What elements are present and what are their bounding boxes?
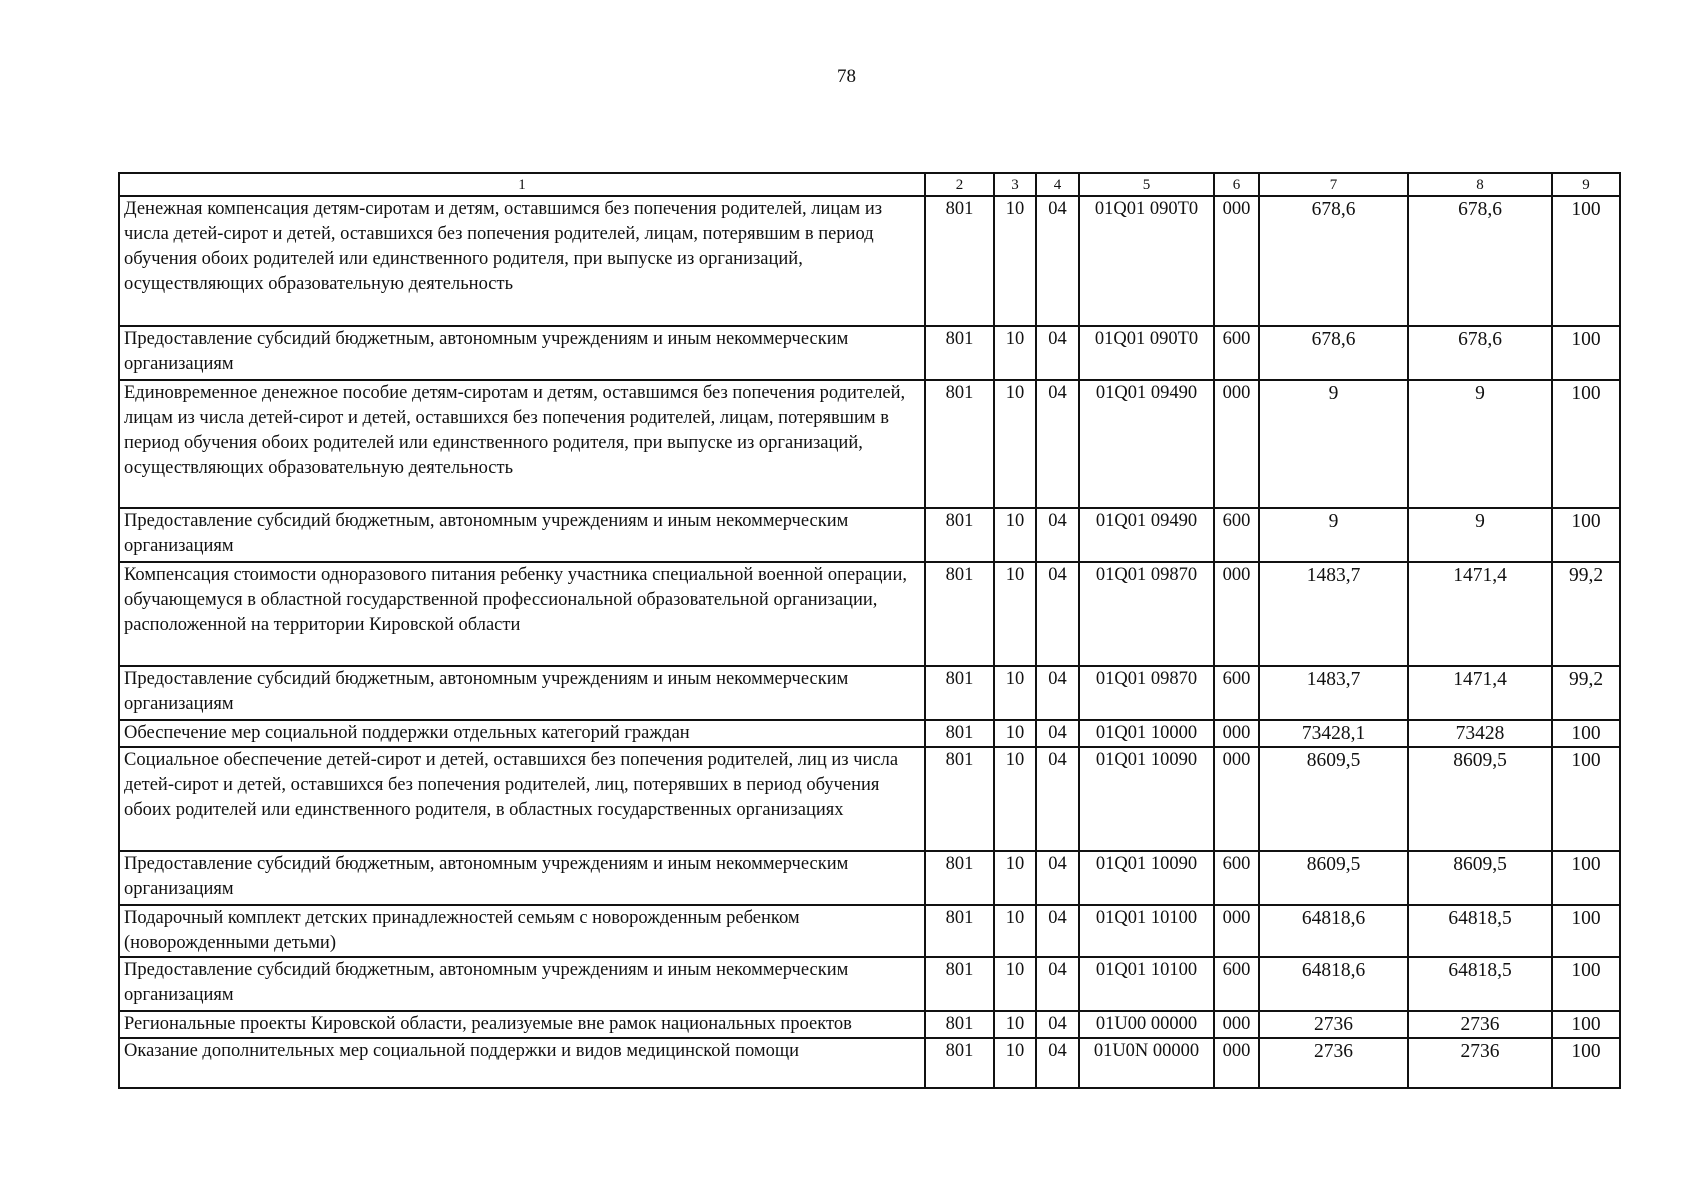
- budget-table: [118, 172, 1621, 1089]
- cell-target-article: 01Q01 09490: [1079, 380, 1214, 508]
- cell-percent: 100: [1552, 1038, 1620, 1088]
- cell-percent: 100: [1552, 196, 1620, 326]
- cell-section-code: 10: [994, 562, 1036, 666]
- column-header: 1: [119, 173, 925, 196]
- cell-value-8: 1471,4: [1408, 666, 1552, 720]
- cell-subsection-code: 04: [1036, 326, 1079, 380]
- cell-subsection-code: 04: [1036, 720, 1079, 747]
- row-name: Оказание дополнительных мер социальной поддержки и видов медицинской помощи: [119, 1038, 925, 1088]
- cell-value-8: 2736: [1408, 1011, 1552, 1038]
- cell-ministry-code: 801: [925, 747, 994, 851]
- cell-ministry-code: 801: [925, 720, 994, 747]
- row-name: Подарочный комплект детских принадлежностей семьям с новорожденным ребенком (новорожденными детьми): [119, 905, 925, 957]
- cell-expense-type: 000: [1214, 1011, 1259, 1038]
- cell-value-8: 2736: [1408, 1038, 1552, 1088]
- cell-subsection-code: 04: [1036, 508, 1079, 562]
- cell-ministry-code: 801: [925, 380, 994, 508]
- table-row: [119, 905, 1620, 957]
- cell-section-code: 10: [994, 747, 1036, 851]
- row-name: Обеспечение мер социальной поддержки отдельных категорий граждан: [119, 720, 925, 747]
- cell-expense-type: 000: [1214, 1038, 1259, 1088]
- cell-subsection-code: 04: [1036, 562, 1079, 666]
- cell-target-article: 01Q01 09870: [1079, 666, 1214, 720]
- cell-value-8: 64818,5: [1408, 957, 1552, 1011]
- cell-target-article: 01U0N 00000: [1079, 1038, 1214, 1088]
- cell-ministry-code: 801: [925, 666, 994, 720]
- cell-percent: 100: [1552, 905, 1620, 957]
- table-row: [119, 720, 1620, 747]
- cell-value-7: 64818,6: [1259, 957, 1408, 1011]
- cell-value-7: 1483,7: [1259, 562, 1408, 666]
- cell-subsection-code: 04: [1036, 196, 1079, 326]
- cell-ministry-code: 801: [925, 326, 994, 380]
- cell-percent: 100: [1552, 720, 1620, 747]
- cell-percent: 100: [1552, 508, 1620, 562]
- cell-value-7: 2736: [1259, 1038, 1408, 1088]
- cell-value-7: 8609,5: [1259, 851, 1408, 905]
- cell-value-8: 1471,4: [1408, 562, 1552, 666]
- cell-expense-type: 000: [1214, 380, 1259, 508]
- table-row: [119, 851, 1620, 905]
- cell-percent: 99,2: [1552, 562, 1620, 666]
- row-name: Единовременное денежное пособие детям-сиротам и детям, оставшимся без попечения родителей, лицам из числа детей-сирот и детей, оставшихся без попечения родителей, лицам, потерявшим в период обучения обоих родителей или единственного родителя, при выпуске из организаций, осуществляющих образовательную деятельность: [119, 380, 925, 508]
- cell-target-article: 01Q01 10090: [1079, 851, 1214, 905]
- column-header: 2: [925, 173, 994, 196]
- cell-section-code: 10: [994, 1011, 1036, 1038]
- cell-value-7: 8609,5: [1259, 747, 1408, 851]
- table-row: [119, 508, 1620, 562]
- cell-target-article: 01Q01 10100: [1079, 905, 1214, 957]
- cell-target-article: 01Q01 09870: [1079, 562, 1214, 666]
- column-header: 5: [1079, 173, 1214, 196]
- table-row: [119, 380, 1620, 508]
- cell-ministry-code: 801: [925, 562, 994, 666]
- table-row: [119, 1038, 1620, 1088]
- row-name: Социальное обеспечение детей-сирот и детей, оставшихся без попечения родителей, лиц из числа детей-сирот и детей, оставшихся без попечения родителей, лиц, потерявших в период обучения обоих родителей или единственного родителя, в областных государственных организациях: [119, 747, 925, 851]
- table-row: [119, 562, 1620, 666]
- cell-subsection-code: 04: [1036, 851, 1079, 905]
- row-name: Денежная компенсация детям-сиротам и детям, оставшимся без попечения родителей, лицам из числа детей-сирот и детей, оставшихся без попечения родителей, лицам, потерявшим в период обучения обоих родителей или единственного родителя, при выпуске из организаций, осуществляющих образовательную деятельность: [119, 196, 925, 326]
- table-row: [119, 196, 1620, 326]
- cell-subsection-code: 04: [1036, 666, 1079, 720]
- table-row: [119, 957, 1620, 1011]
- cell-section-code: 10: [994, 508, 1036, 562]
- row-name: Предоставление субсидий бюджетным, автономным учреждениям и иным некоммерческим организациям: [119, 326, 925, 380]
- cell-value-8: 8609,5: [1408, 747, 1552, 851]
- cell-percent: 100: [1552, 747, 1620, 851]
- cell-expense-type: 600: [1214, 508, 1259, 562]
- row-name: Предоставление субсидий бюджетным, автономным учреждениям и иным некоммерческим организациям: [119, 851, 925, 905]
- cell-value-8: 9: [1408, 380, 1552, 508]
- table-row: [119, 747, 1620, 851]
- cell-section-code: 10: [994, 196, 1036, 326]
- cell-section-code: 10: [994, 380, 1036, 508]
- cell-ministry-code: 801: [925, 957, 994, 1011]
- column-header: 7: [1259, 173, 1408, 196]
- cell-value-7: 678,6: [1259, 196, 1408, 326]
- cell-percent: 99,2: [1552, 666, 1620, 720]
- table-row: [119, 666, 1620, 720]
- cell-value-8: 8609,5: [1408, 851, 1552, 905]
- cell-ministry-code: 801: [925, 508, 994, 562]
- column-number-row: [119, 173, 1620, 196]
- cell-target-article: 01U00 00000: [1079, 1011, 1214, 1038]
- cell-value-8: 678,6: [1408, 326, 1552, 380]
- cell-target-article: 01Q01 10090: [1079, 747, 1214, 851]
- cell-value-7: 9: [1259, 380, 1408, 508]
- cell-target-article: 01Q01 09490: [1079, 508, 1214, 562]
- cell-section-code: 10: [994, 326, 1036, 380]
- cell-expense-type: 600: [1214, 957, 1259, 1011]
- cell-expense-type: 600: [1214, 666, 1259, 720]
- cell-percent: 100: [1552, 380, 1620, 508]
- cell-section-code: 10: [994, 666, 1036, 720]
- column-header: 8: [1408, 173, 1552, 196]
- row-name: Предоставление субсидий бюджетным, автономным учреждениям и иным некоммерческим организациям: [119, 508, 925, 562]
- cell-value-7: 1483,7: [1259, 666, 1408, 720]
- column-header: 4: [1036, 173, 1079, 196]
- cell-percent: 100: [1552, 957, 1620, 1011]
- column-header: 9: [1552, 173, 1620, 196]
- cell-ministry-code: 801: [925, 1038, 994, 1088]
- cell-value-7: 9: [1259, 508, 1408, 562]
- cell-percent: 100: [1552, 326, 1620, 380]
- cell-expense-type: 600: [1214, 326, 1259, 380]
- cell-percent: 100: [1552, 1011, 1620, 1038]
- cell-section-code: 10: [994, 1038, 1036, 1088]
- column-header: 6: [1214, 173, 1259, 196]
- cell-expense-type: 600: [1214, 851, 1259, 905]
- cell-ministry-code: 801: [925, 196, 994, 326]
- cell-subsection-code: 04: [1036, 1038, 1079, 1088]
- cell-target-article: 01Q01 090T0: [1079, 326, 1214, 380]
- cell-subsection-code: 04: [1036, 957, 1079, 1011]
- cell-percent: 100: [1552, 851, 1620, 905]
- cell-subsection-code: 04: [1036, 380, 1079, 508]
- cell-value-7: 2736: [1259, 1011, 1408, 1038]
- cell-target-article: 01Q01 10100: [1079, 957, 1214, 1011]
- cell-section-code: 10: [994, 905, 1036, 957]
- cell-value-8: 9: [1408, 508, 1552, 562]
- cell-section-code: 10: [994, 720, 1036, 747]
- cell-ministry-code: 801: [925, 1011, 994, 1038]
- cell-target-article: 01Q01 090T0: [1079, 196, 1214, 326]
- cell-value-8: 73428: [1408, 720, 1552, 747]
- cell-expense-type: 000: [1214, 747, 1259, 851]
- column-header: 3: [994, 173, 1036, 196]
- cell-value-8: 64818,5: [1408, 905, 1552, 957]
- row-name: Предоставление субсидий бюджетным, автономным учреждениям и иным некоммерческим организациям: [119, 957, 925, 1011]
- cell-value-8: 678,6: [1408, 196, 1552, 326]
- cell-ministry-code: 801: [925, 851, 994, 905]
- cell-section-code: 10: [994, 957, 1036, 1011]
- cell-value-7: 73428,1: [1259, 720, 1408, 747]
- cell-value-7: 678,6: [1259, 326, 1408, 380]
- cell-expense-type: 000: [1214, 720, 1259, 747]
- cell-value-7: 64818,6: [1259, 905, 1408, 957]
- row-name: Региональные проекты Кировской области, реализуемые вне рамок национальных проектов: [119, 1011, 925, 1038]
- page-number: 78: [837, 66, 856, 87]
- cell-expense-type: 000: [1214, 196, 1259, 326]
- cell-subsection-code: 04: [1036, 747, 1079, 851]
- cell-expense-type: 000: [1214, 562, 1259, 666]
- row-name: Компенсация стоимости одноразового питания ребенку участника специальной военной операции, обучающемуся в областной государственной профессиональной образовательной организации, расположенной на территории Кировской области: [119, 562, 925, 666]
- cell-ministry-code: 801: [925, 905, 994, 957]
- table-row: [119, 326, 1620, 380]
- cell-target-article: 01Q01 10000: [1079, 720, 1214, 747]
- table-row: [119, 1011, 1620, 1038]
- cell-subsection-code: 04: [1036, 905, 1079, 957]
- cell-expense-type: 000: [1214, 905, 1259, 957]
- row-name: Предоставление субсидий бюджетным, автономным учреждениям и иным некоммерческим организациям: [119, 666, 925, 720]
- cell-subsection-code: 04: [1036, 1011, 1079, 1038]
- cell-section-code: 10: [994, 851, 1036, 905]
